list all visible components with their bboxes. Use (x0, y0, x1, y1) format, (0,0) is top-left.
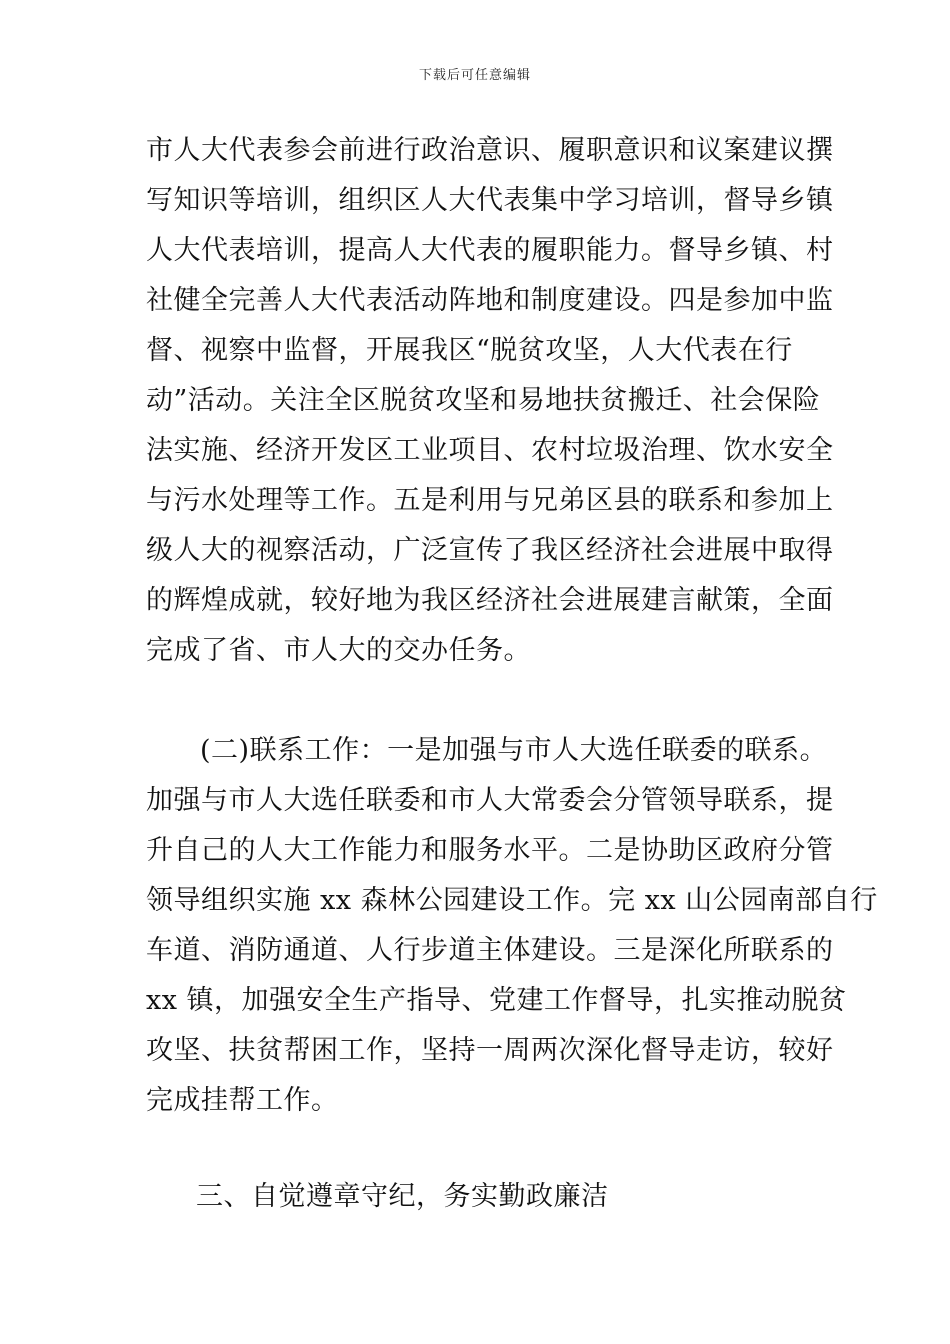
paragraph-line: 攻坚、扶贫帮困工作，坚持一周两次深化督导走访，较好 (146, 1035, 834, 1066)
paragraph-line: 督、视察中监督，开展我区“脱贫攻坚，人大代表在行 (146, 335, 793, 366)
paragraph-line: 人大代表培训，提高人大代表的履职能力。督导乡镇、村 (146, 235, 834, 266)
paragraph-line: 市人大代表参会前进行政治意识、履职意识和议案建议撰 (146, 135, 834, 166)
paragraph-line: xx 镇，加强安全生产指导、党建工作督导，扎实推动脱贫 (146, 985, 847, 1016)
paragraph-line: 与污水处理等工作。五是利用与兄弟区县的联系和参加上 (146, 485, 834, 516)
paragraph-line: 完成了省、市人大的交办任务。 (146, 635, 531, 666)
paragraph-line: 级人大的视察活动，广泛宣传了我区经济社会进展中取得 (146, 535, 834, 566)
paragraph-line: 完成挂帮工作。 (146, 1085, 339, 1116)
section-heading: 三、自觉遵章守纪，务实勤政廉洁 (196, 1181, 609, 1212)
paragraph-line: (二)联系工作：一是加强与市人大选任联委的联系。 (200, 735, 828, 766)
paragraph-line: 法实施、经济开发区工业项目、农村垃圾治理、饮水安全 (146, 435, 834, 466)
paragraph-line: 加强与市人大选任联委和市人大常委会分管领导联系，提 (146, 785, 834, 816)
paragraph-line: 升自己的人大工作能力和服务水平。二是协助区政府分管 (146, 835, 834, 866)
paragraph-line: 社健全完善人大代表活动阵地和制度建设。四是参加中监 (146, 285, 834, 316)
paragraph-line: 车道、消防通道、人行步道主体建设。三是深化所联系的 (146, 935, 834, 966)
paragraph-line: 领导组织实施 xx 森林公园建设工作。完 xx 山公园南部自行 (146, 885, 878, 916)
page-header: 下载后可任意编辑 (418, 68, 531, 83)
paragraph-line: 写知识等培训，组织区人大代表集中学习培训，督导乡镇 (146, 185, 834, 216)
paragraph-line: 动”活动。关注全区脱贫攻坚和易地扶贫搬迁、社会保险 (146, 385, 821, 416)
paragraph-line: 的辉煌成就，较好地为我区经济社会进展建言献策，全面 (146, 585, 834, 616)
